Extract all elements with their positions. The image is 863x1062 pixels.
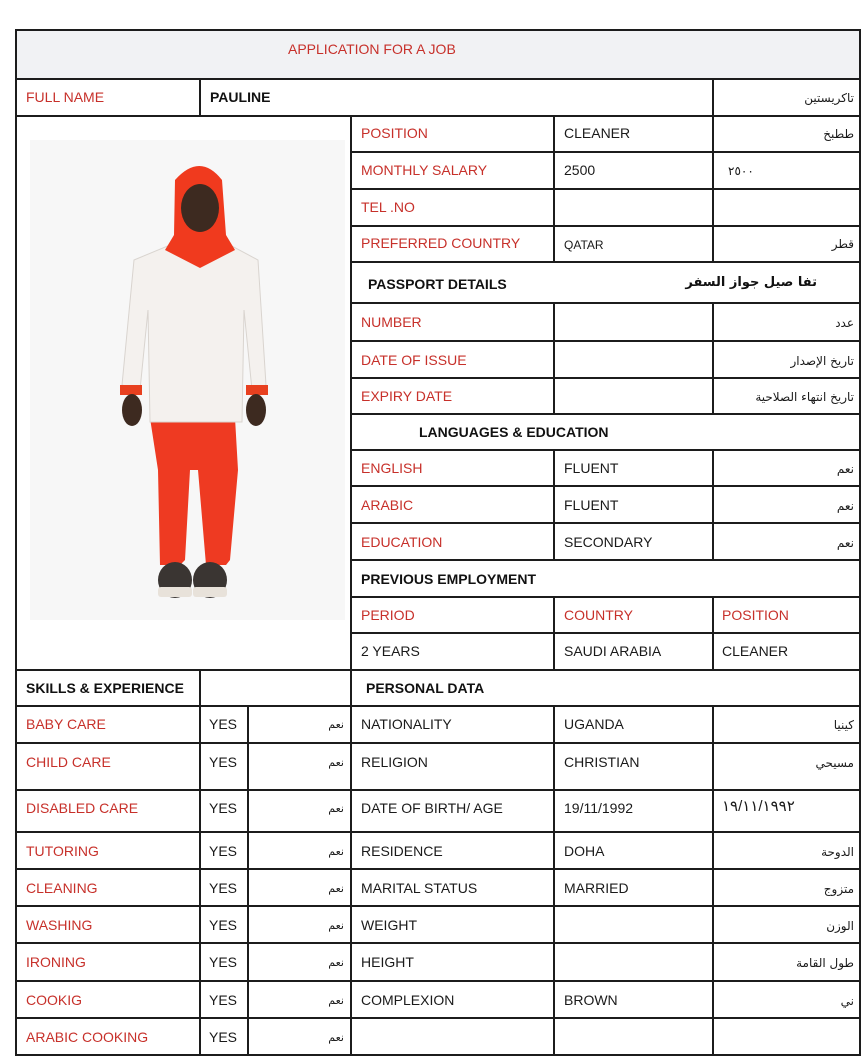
skill-arabic: نعم [328, 994, 344, 1007]
rule [350, 261, 861, 263]
personal-value: BROWN [564, 992, 618, 1008]
rule [350, 225, 861, 227]
employment-period-value: 2 YEARS [361, 643, 420, 659]
rule [712, 449, 714, 561]
skill-arabic: نعم [328, 956, 344, 969]
rule [350, 449, 861, 451]
skill-label: CLEANING [26, 880, 98, 896]
rule [350, 632, 861, 634]
personal-arabic: ١٩/١١/١٩٩٢ [722, 798, 795, 815]
applicant-photo [30, 140, 345, 620]
english-value: FLUENT [564, 460, 619, 476]
passport-number-label: NUMBER [361, 314, 422, 330]
passport-heading-arabic: تفا صيل جواز السفر [685, 275, 817, 290]
arabic-label: ARABIC [361, 497, 414, 513]
languages-heading: LANGUAGES & EDUCATION [419, 424, 609, 440]
full-name-label: FULL NAME [26, 89, 105, 105]
rule [15, 831, 861, 833]
skill-label: BABY CARE [26, 716, 106, 732]
expiry-date-arabic: تاريخ انتهاء الصلاحية [755, 390, 854, 404]
personal-arabic: كينيا [833, 718, 854, 732]
personal-value: MARRIED [564, 880, 629, 896]
employment-position-header: POSITION [722, 607, 789, 623]
employment-period-header: PERIOD [361, 607, 415, 623]
skill-arabic: نعم [328, 802, 344, 815]
skills-heading: SKILLS & EXPERIENCE [26, 680, 184, 696]
rule [712, 115, 714, 263]
rule [15, 1054, 861, 1056]
rule [553, 705, 555, 1056]
rule [350, 302, 861, 304]
issue-date-label: DATE OF ISSUE [361, 352, 467, 368]
personal-arabic: الوزن [826, 919, 854, 933]
education-arabic: نعم [836, 536, 854, 550]
salary-label: MONTHLY SALARY [361, 162, 488, 178]
rule [712, 302, 714, 415]
personal-heading: PERSONAL DATA [366, 680, 485, 696]
rule [350, 115, 352, 1056]
rule [15, 1017, 861, 1019]
rule [712, 705, 714, 1056]
skill-arabic: نعم [328, 718, 344, 731]
personal-value: DOHA [564, 843, 605, 859]
rule [199, 669, 201, 1056]
preferred-country-label: PREFERRED COUNTRY [361, 235, 521, 251]
skill-arabic: نعم [328, 845, 344, 858]
rule [15, 78, 861, 80]
skill-value: YES [209, 754, 238, 770]
skill-value: YES [209, 716, 238, 732]
skill-arabic: نعم [328, 756, 344, 769]
skill-label: COOKIG [26, 992, 83, 1008]
rule [350, 596, 861, 598]
full-name-value: PAULINE [210, 89, 271, 105]
position-arabic: ططبخ [823, 127, 854, 141]
right-hand [246, 394, 266, 426]
personal-label: HEIGHT [361, 954, 414, 970]
preferred-country-arabic: قطر [831, 237, 854, 251]
rule [350, 377, 861, 379]
rule [350, 522, 861, 524]
rule [553, 449, 555, 561]
left-cuff [120, 385, 142, 395]
left-sole [158, 587, 192, 597]
personal-value: UGANDA [564, 716, 624, 732]
personal-arabic: الدوحة [821, 845, 854, 859]
personal-value: CHRISTIAN [564, 754, 640, 770]
right-sole [193, 587, 227, 597]
personal-label: DATE OF BIRTH/ AGE [361, 800, 503, 816]
employment-country-header: COUNTRY [564, 607, 633, 623]
face [181, 184, 219, 232]
expiry-date-label: EXPIRY DATE [361, 388, 453, 404]
rule [350, 559, 861, 561]
applicant-figure [30, 140, 345, 620]
personal-label: NATIONALITY [361, 716, 452, 732]
rule [712, 596, 714, 671]
tunic [122, 245, 266, 422]
trousers [150, 418, 238, 565]
rule [15, 29, 861, 31]
rule [350, 485, 861, 487]
skill-arabic: نعم [328, 1031, 344, 1044]
rule [712, 78, 714, 116]
personal-label: WEIGHT [361, 917, 417, 933]
skill-value: YES [209, 843, 238, 859]
rule [15, 669, 861, 671]
rule [15, 905, 861, 907]
personal-label: RELIGION [361, 754, 428, 770]
employment-position-value: CLEANER [722, 643, 789, 659]
skill-arabic: نعم [328, 882, 344, 895]
skill-arabic: نعم [328, 919, 344, 932]
employment-heading: PREVIOUS EMPLOYMENT [361, 571, 537, 587]
rule [350, 151, 861, 153]
rule [15, 868, 861, 870]
tel-label: TEL .NO [361, 199, 415, 215]
rule [15, 789, 861, 791]
rule [199, 78, 201, 116]
salary-arabic: ٢٥٠٠ [728, 164, 754, 178]
rule [553, 596, 555, 671]
rule [15, 942, 861, 944]
personal-label: MARITAL STATUS [361, 880, 478, 896]
personal-label: RESIDENCE [361, 843, 443, 859]
rule [15, 980, 861, 982]
arabic-arabic: نعم [836, 499, 854, 513]
rule [553, 115, 555, 263]
skill-label: CHILD CARE [26, 754, 111, 770]
right-cuff [246, 385, 268, 395]
rule [15, 29, 17, 1056]
passport-heading: PASSPORT DETAILS [368, 276, 507, 292]
skill-value: YES [209, 880, 238, 896]
english-label: ENGLISH [361, 460, 423, 476]
education-value: SECONDARY [564, 534, 653, 550]
rule [350, 188, 861, 190]
education-label: EDUCATION [361, 534, 443, 550]
personal-arabic: طول القامة [796, 956, 854, 970]
rule [15, 115, 861, 117]
skill-value: YES [209, 917, 238, 933]
rule [15, 742, 861, 744]
skill-value: YES [209, 800, 238, 816]
skill-label: WASHING [26, 917, 93, 933]
position-label: POSITION [361, 125, 428, 141]
skill-value: YES [209, 1029, 238, 1045]
full-name-arabic: تاكريستين [804, 91, 854, 105]
rule [15, 705, 861, 707]
skill-value: YES [209, 992, 238, 1008]
english-arabic: نعم [836, 462, 854, 476]
skill-label: DISABLED CARE [26, 800, 139, 816]
rule [350, 340, 861, 342]
issue-date-arabic: تاريخ الإصدار [790, 354, 854, 368]
personal-arabic: ني [840, 994, 854, 1008]
passport-number-arabic: عدد [835, 316, 854, 330]
salary-value: 2500 [564, 162, 596, 178]
skill-label: IRONING [26, 954, 86, 970]
skill-label: ARABIC COOKING [26, 1029, 149, 1045]
personal-arabic: مسيحي [815, 756, 854, 770]
personal-label: COMPLEXION [361, 992, 455, 1008]
personal-value: 19/11/1992 [564, 800, 634, 816]
preferred-country-value: QATAR [564, 238, 604, 252]
rule [859, 29, 861, 1056]
personal-arabic: متزوج [823, 882, 854, 896]
skill-label: TUTORING [26, 843, 99, 859]
employment-country-value: SAUDI ARABIA [564, 643, 662, 659]
skill-value: YES [209, 954, 238, 970]
rule [350, 413, 861, 415]
rule [553, 302, 555, 415]
rule [247, 705, 249, 1056]
position-value: CLEANER [564, 125, 631, 141]
arabic-value: FLUENT [564, 497, 619, 513]
left-hand [122, 394, 142, 426]
form-title: APPLICATION FOR A JOB [288, 41, 456, 57]
